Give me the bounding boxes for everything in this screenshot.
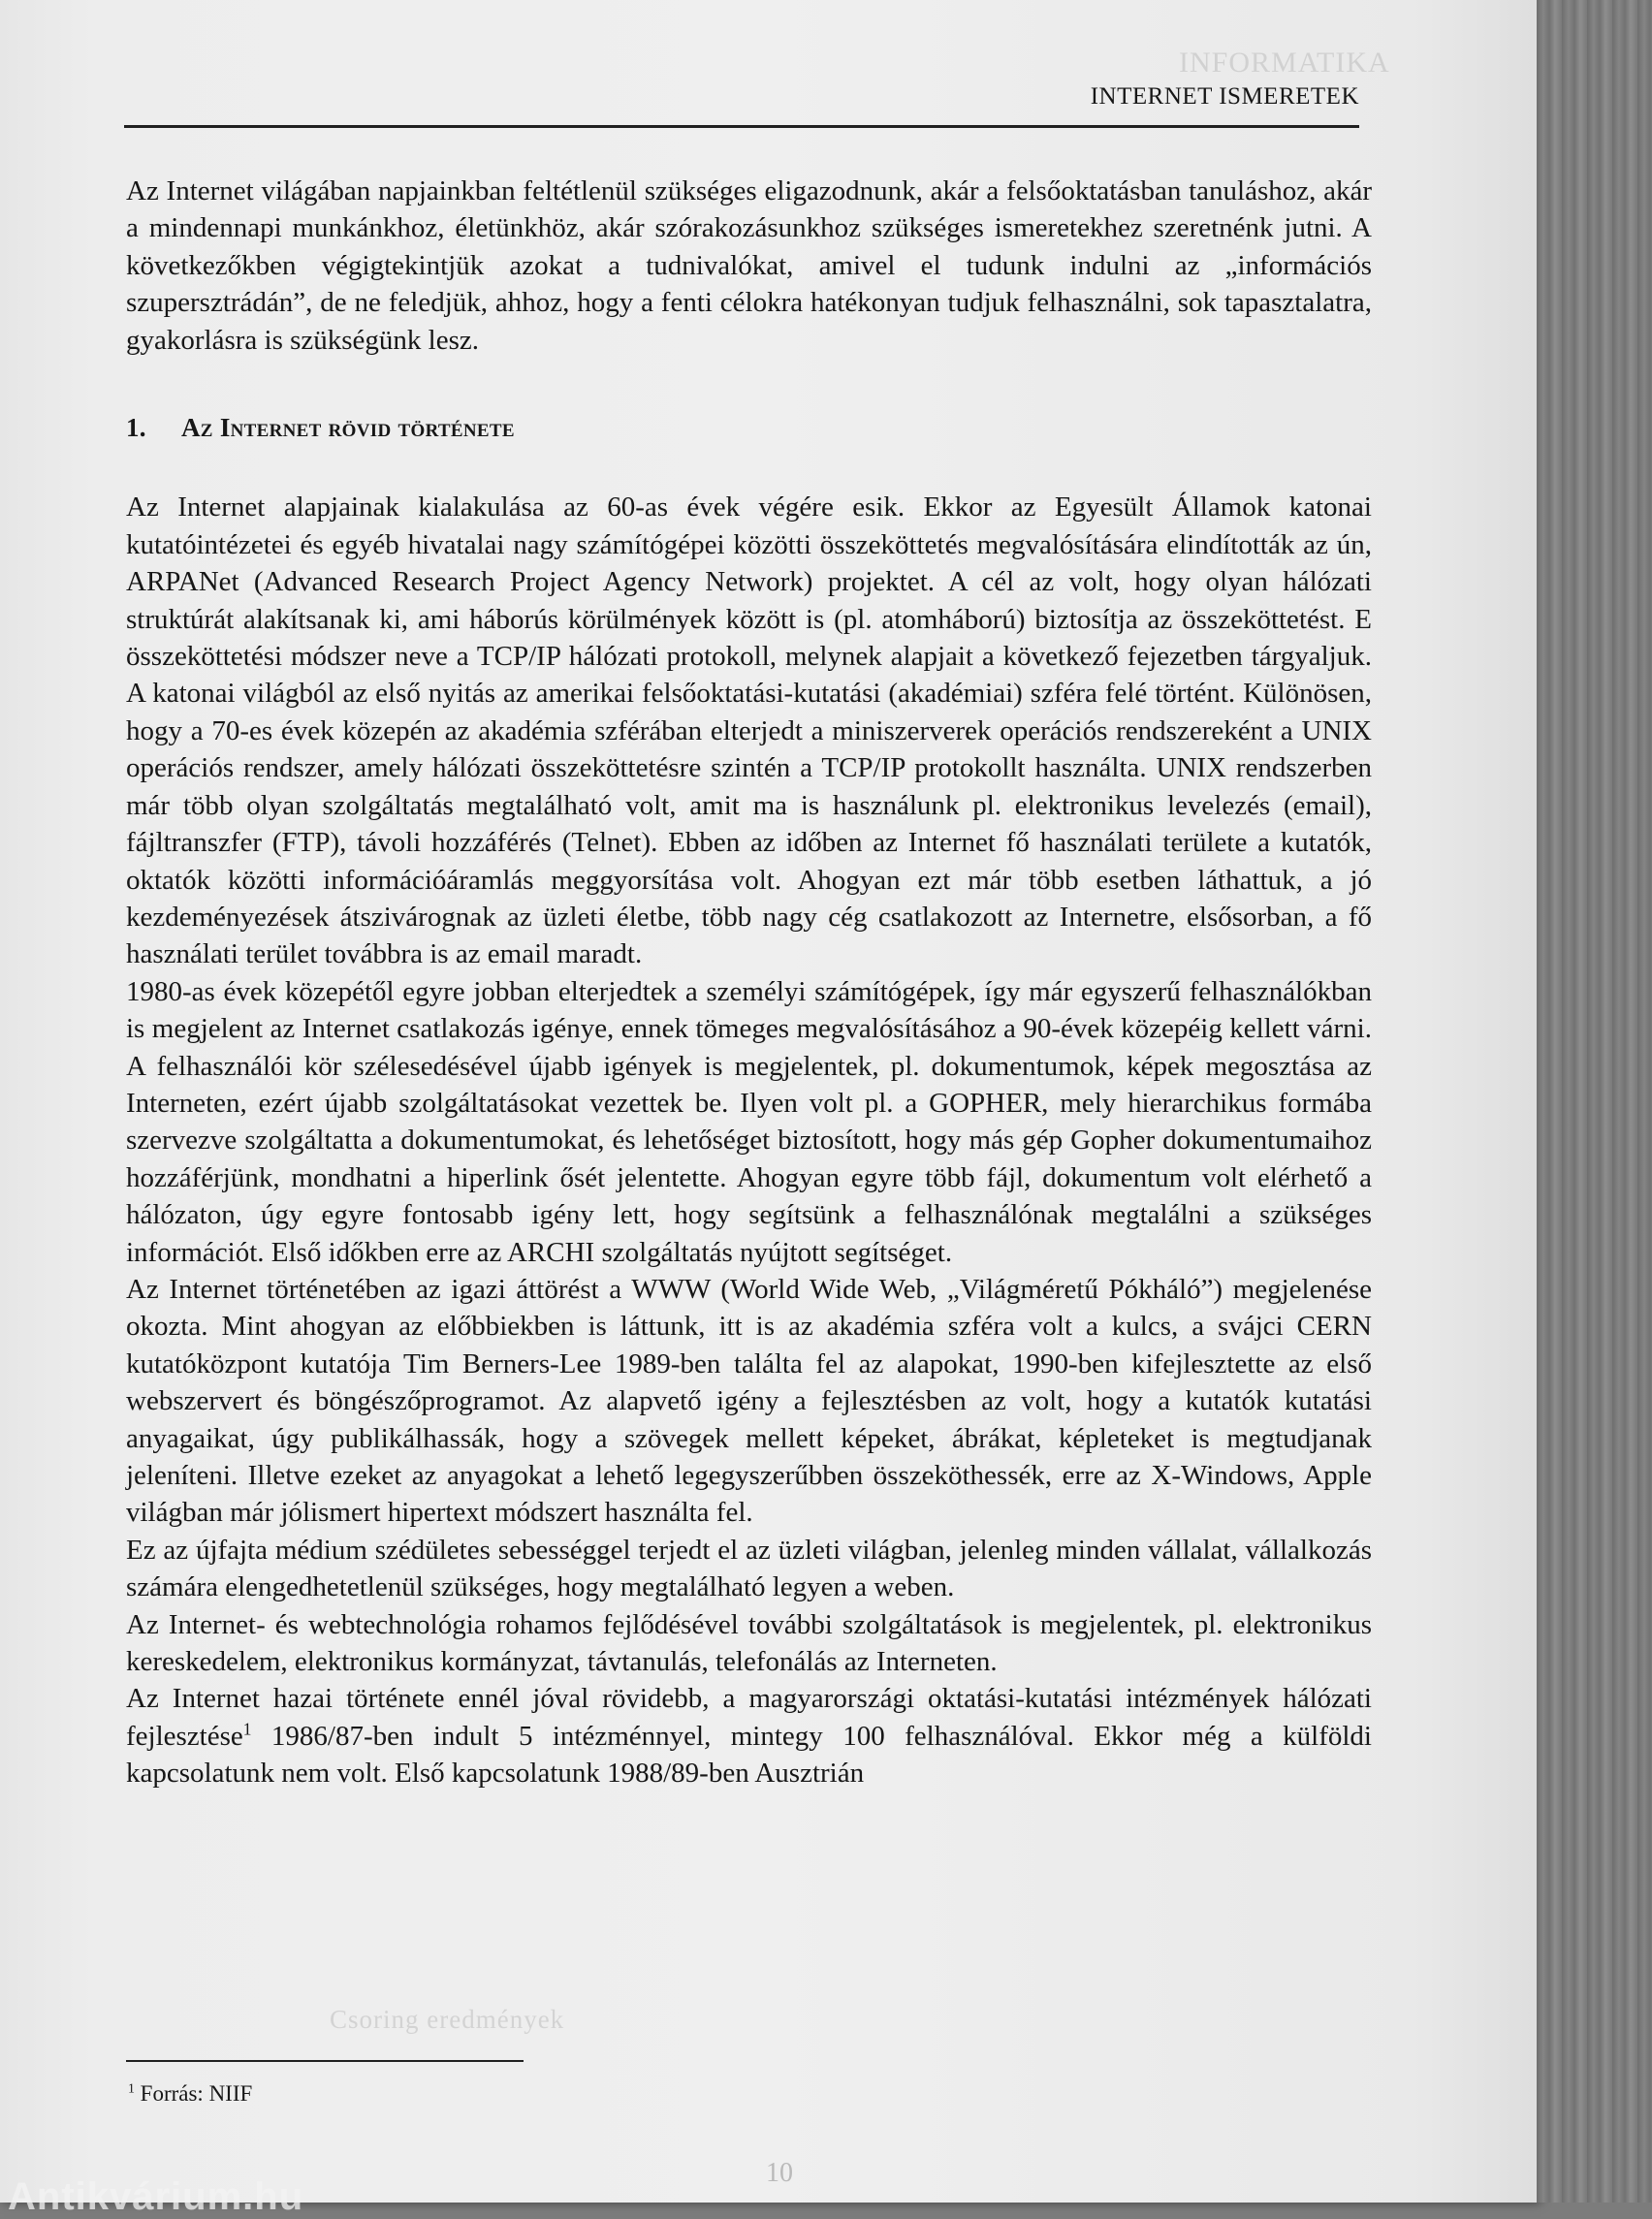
paragraph: Az Internet- és webtechnológia rohamos fejlődésével további szolgáltatások is megjelentek, pl. elektronikus kereskedelem, elektronikus kormányzat, távtanulás, telefonálás az Interneten. bbox=[126, 1608, 1372, 1678]
footnote-mark: 1 bbox=[128, 2080, 135, 2096]
paragraph: 1980-as évek közepétől egyre jobban elterjedtek a személyi számítógépek, így már egyszerű felhasználókban is megjelent az Internet csatlakozás igénye, ennek tömeges megvalósításához a 90-évek közepéig kellett várni. A felhasználói kör szélesedésével újabb igények is megjelentek, pl. dokumentumok, képek megosztása az Interneten, ezért újabb szolgáltatásokat vezettek be. Ilyen volt pl. a GOPHER, mely hierarchikus formába szervezve szolgáltatta a dokumentumokat, és lehetőséget biztosított, hogy más gép Gopher dokumentumaihoz hozzáférjünk, mondhatni a hiperlink ősét jelentette. Ahogyan egyre több fájl, dokumentum volt elérhető a hálózaton, úgy egyre fontosabb igény lett, hogy segítsünk a felhasználónak megtalálni a szükséges információt. Első időkben erre az ARCHI szolgáltatás nyújtott segítséget. bbox=[126, 975, 1372, 1268]
background-page-edge bbox=[1537, 0, 1652, 2203]
running-header: INTERNET ISMERETEK bbox=[1090, 83, 1359, 110]
footnote bbox=[128, 2081, 252, 2107]
intro-paragraph: Az Internet világában napjainkban feltétlenül szükséges eligazodnunk, akár a felsőoktatásban tanuláshoz, akár a mindennapi munkánkhoz, életünkhöz, akár szórakozásunkhoz szükséges ismeretekhez szeretnénk jutni. A következőkben végigtekintjük azokat a tudnivalókat, amivel el tudunk indulni az „információs szupersztrádán”, de ne feledjük, ahhoz, hogy a fenti célokra hatékonyan tudjuk felhasználni, sok tapasztalatra, gyakorlásra is szükségünk lesz. bbox=[126, 175, 1372, 356]
body-text bbox=[126, 173, 1372, 1792]
page-number: 10 bbox=[766, 2158, 793, 2188]
bleed-through-bottom: Csoring eredmények bbox=[330, 2005, 565, 2034]
paragraph-last bbox=[126, 1680, 1372, 1791]
paragraph-last-start: Az Internet hazai története ennél jóval rövidebb, a magyarországi oktatási-kutatási intézmények hálózati fejlesztése bbox=[126, 1683, 1372, 1752]
footnote-reference: 1 bbox=[242, 1719, 252, 1739]
header-rule bbox=[124, 125, 1359, 128]
watermark: Antikvárium.hu bbox=[8, 2175, 304, 2218]
footnote-rule bbox=[126, 2060, 524, 2062]
bleed-through-top: INFORMATIKA bbox=[1179, 47, 1390, 79]
paragraph: Ez az újfajta médium szédületes sebességgel terjedt el az üzleti világban, jelenleg minden vállalat, vállalkozás számára elengedhetetlenül szükséges, hogy megtalálható legyen a weben. bbox=[126, 1534, 1372, 1603]
paragraph: Az Internet történetében az igazi áttörést a WWW (World Wide Web, „Világméretű Pókháló”) megjelenése okozta. Mint ahogyan az előbbiekben is láttunk, itt is az akadémia szféra volt a kulcs, a svájci CERN kutatóközpont kutatója Tim Berners-Lee 1989-ben találta fel az alapokat, 1990-ben kifejlesztette az első webszervert és böngészőprogramot. Az alapvető igény a fejlesztésben az volt, hogy a kutatók kutatási anyagaikat, úgy publikálhassák, hogy a szövegek mellett képeket, ábrákat, képleteket is megtudjanak jeleníteni. Illetve ezeket az anyagokat a lehető legegyszerűbben összeköthessék, erre az X-Windows, Apple világban már jólismert hipertext módszert használta fel. bbox=[126, 1273, 1372, 1529]
paragraph: Az Internet alapjainak kialakulása az 60-as évek végére esik. Ekkor az Egyesült Államok katonai kutatóintézetei és egyéb hivatalai nagy számítógépei közötti összeköttetés megvalósítására elindították az ún, ARPANet (Advanced Research Project Agency Network) projektet. A cél az volt, hogy olyan hálózati struktúrát alakítsanak ki, ami háborús körülmények között is (pl. atomháború) biztosítja az összeköttetést. E összeköttetési módszer neve a TCP/IP hálózati protokoll, melynek alapjait a következő fejezetben tárgyaljuk. A katonai világból az első nyitás az amerikai felsőoktatási-kutatási (akadémiai) szféra felé történt. Különösen, hogy a 70-es évek közepén az akadémia szférában elterjedt a miniszerverek operációs rendszereként a UNIX operációs rendszer, amely hálózati összeköttetésre szintén a TCP/IP protokollt használta. UNIX rendszerben már több olyan szolgáltatás megtalálható volt, amit ma is használunk pl. elektronikus levelezés (email), fájltranszfer (FTP), távoli hozzáférés (Telnet). Ebben az időben az Internet fő használati területe a kutatók, oktatók közötti információáramlás meggyorsítása volt. Ahogyan ezt már több esetben láthattuk, a jó kezdeményezések átszivárognak az üzleti életbe, több nagy cég csatlakozott az Internetre, elsősorban, a fő használati terület továbbra is az email maradt. bbox=[126, 491, 1372, 970]
paragraph-last-end: 1986/87-ben indult 5 intézménnyel, mintegy 100 felhasználóval. Ekkor még a külföldi kapcsolatunk nem volt. Első kapcsolatunk 1988/89-ben Ausztrián bbox=[126, 1720, 1372, 1790]
footnote-text: Forrás: NIIF bbox=[134, 2081, 253, 2106]
section-heading bbox=[126, 409, 1372, 446]
section-number: 1. bbox=[126, 413, 146, 443]
section-title: Az Internet rövid története bbox=[181, 413, 515, 443]
